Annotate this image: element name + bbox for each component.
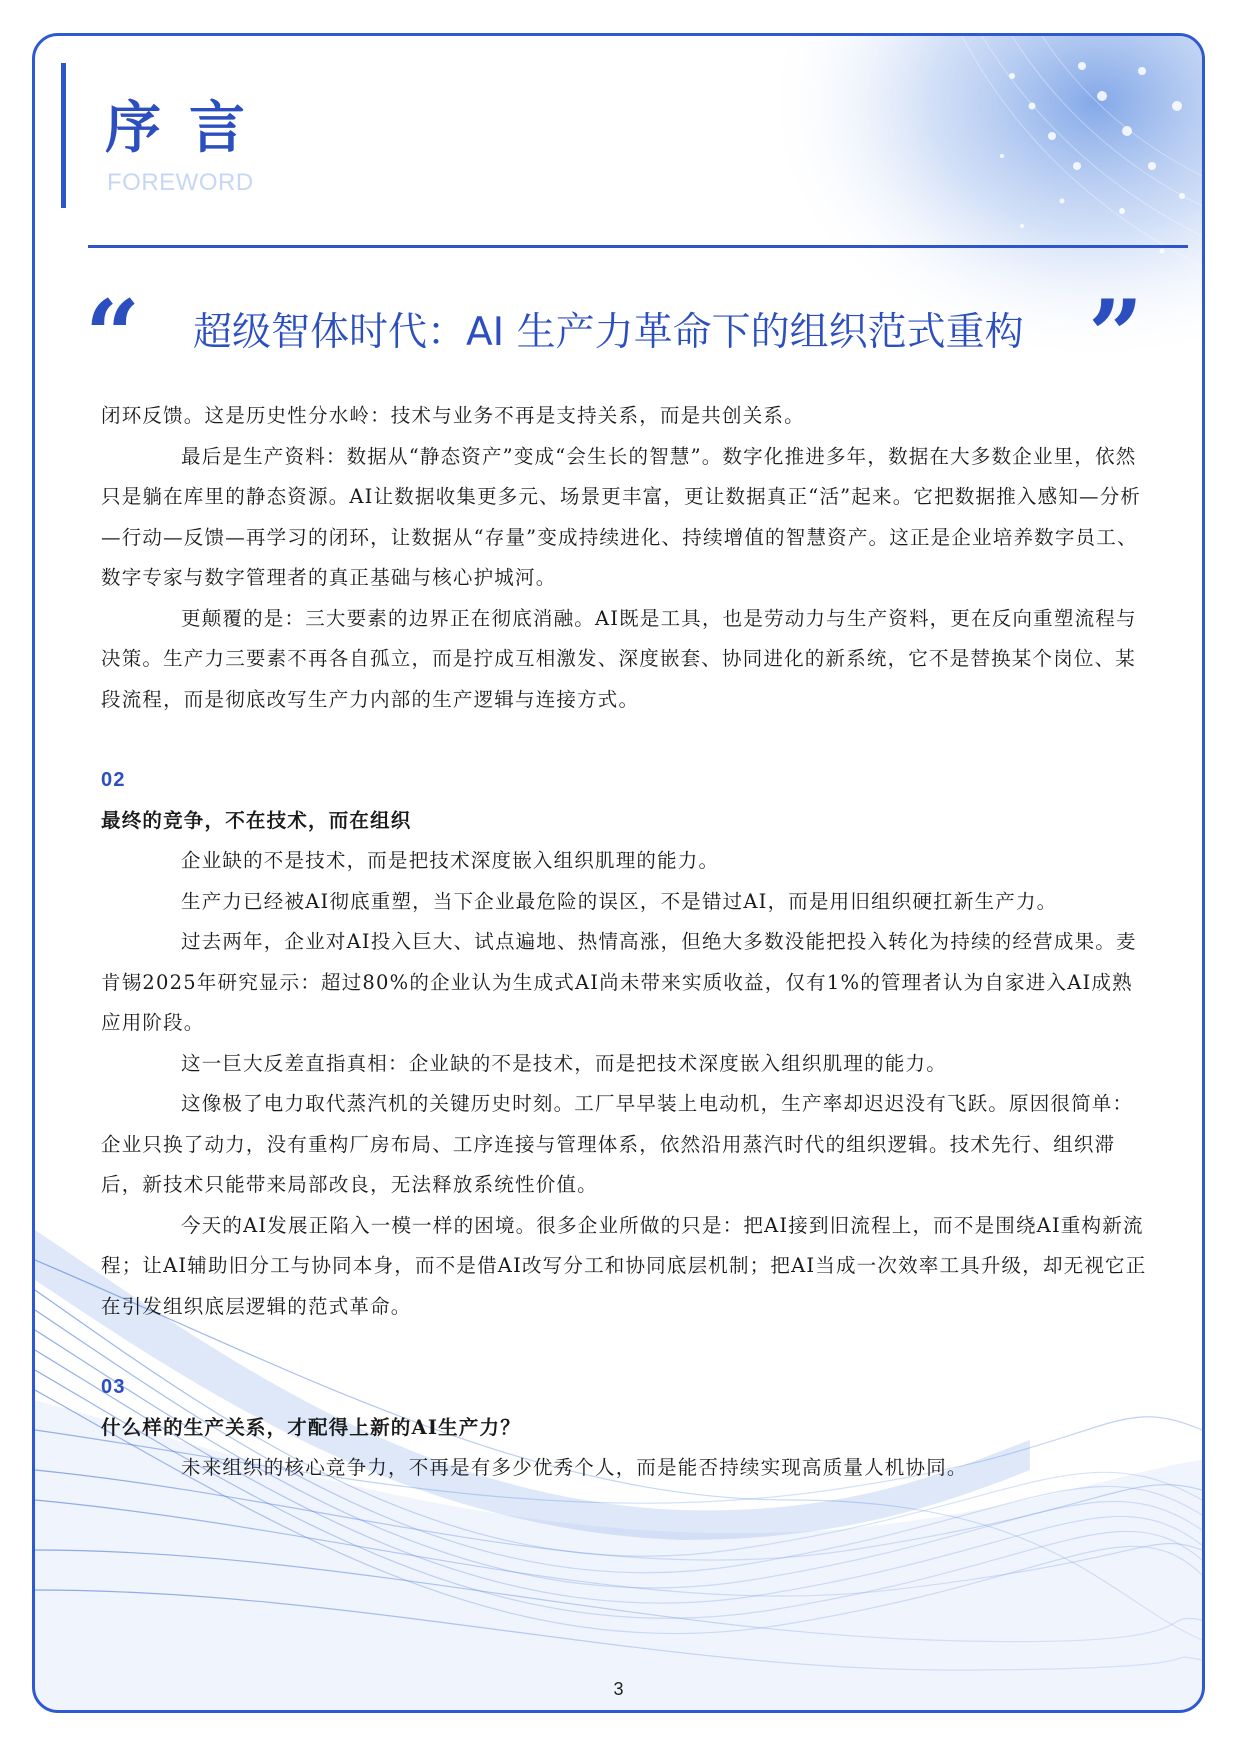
paragraph: 这像极了电力取代蒸汽机的关键历史时刻。工厂早早装上电动机，生产率却迟迟没有飞跃。原因很简单：企业只换了动力，没有重构厂房布局、工序连接与管理体系，依然沿用蒸汽时代的组织逻辑。技术先行、组织滞后，新技术只能带来局部改良，无法释放系统性价值。 — [101, 1092, 1134, 1196]
open-quote-icon: “ — [85, 288, 141, 358]
page-subtitle: FOREWORD — [107, 169, 254, 196]
title-accent-bar — [61, 63, 66, 208]
close-quote-icon: ” — [1088, 288, 1144, 358]
body-text — [101, 396, 1151, 1489]
paragraph: 这一巨大反差直指真相：企业缺的不是技术，而是把技术深度嵌入组织肌理的能力。 — [181, 1051, 947, 1075]
header-divider — [88, 245, 1188, 248]
page-number: 3 — [613, 1679, 624, 1699]
paragraph: 更颠覆的是：三大要素的边界正在彻底消融。AI既是工具，也是劳动力与生产资料，更在反向重塑流程与决策。生产力三要素不再各自孤立，而是拧成互相激发、深度嵌套、协同进化的新系统，它不是替换某个岗位、某段流程，而是彻底改写生产力内部的生产逻辑与连接方式。 — [101, 606, 1137, 711]
paragraph: 生产力已经被AI彻底重塑，当下企业最危险的误区，不是错过AI，而是用旧组织硬扛新生产力。 — [181, 889, 1058, 913]
headline: 超级智体时代：AI 生产力革命下的组织范式重构 — [193, 310, 1024, 355]
paragraph: 最后是生产资料：数据从“静态资产”变成“会生长的智慧”。数字化推进多年，数据在大多数企业里，依然只是躺在库里的静态资源。AI让数据收集更多元、场景更丰富，更让数据真正“活”起来。它把数据推入感知—分析—行动—反馈—再学习的闭环，让数据从“存量”变成持续进化、持续增值的智慧资产。这正是企业培养数字员工、数字专家与数字管理者的真正基础与核心护城河。 — [101, 444, 1142, 589]
page-title: 序言 — [105, 96, 273, 161]
paragraph: 未来组织的核心竞争力，不再是有多少优秀个人，而是能否持续实现高质量人机协同。 — [181, 1456, 968, 1479]
paragraph: 过去两年，企业对AI投入巨大、试点遍地、热情高涨，但绝大多数没能把投入转化为持续的经营成果。麦肯锡2025年研究显示：超过80%的企业认为生成式AI尚未带来实质收益，仅有1%的管理者认为自家进入AI成熟应用阶段。 — [101, 930, 1137, 1034]
section-number: 03 — [101, 1376, 126, 1398]
section-title: 什么样的生产关系，才配得上新的AI生产力？ — [101, 1415, 521, 1439]
section-number: 02 — [101, 769, 126, 791]
paragraph: 闭环反馈。这是历史性分水岭：技术与业务不再是支持关系，而是共创关系。 — [101, 404, 805, 427]
paragraph: 企业缺的不是技术，而是把技术深度嵌入组织肌理的能力。 — [181, 849, 720, 872]
paragraph: 今天的AI发展正陷入一模一样的困境。很多企业所做的只是：把AI接到旧流程上，而不是围绕AI重构新流程；让AI辅助旧分工与协同本身，而不是借AI改写分工和协同底层机制；把AI当成一次效率工具升级，却无视它正在引发组织底层逻辑的范式革命。 — [101, 1213, 1147, 1318]
section-title: 最终的竞争，不在技术，而在组织 — [101, 808, 412, 832]
page-frame — [32, 33, 1205, 1713]
